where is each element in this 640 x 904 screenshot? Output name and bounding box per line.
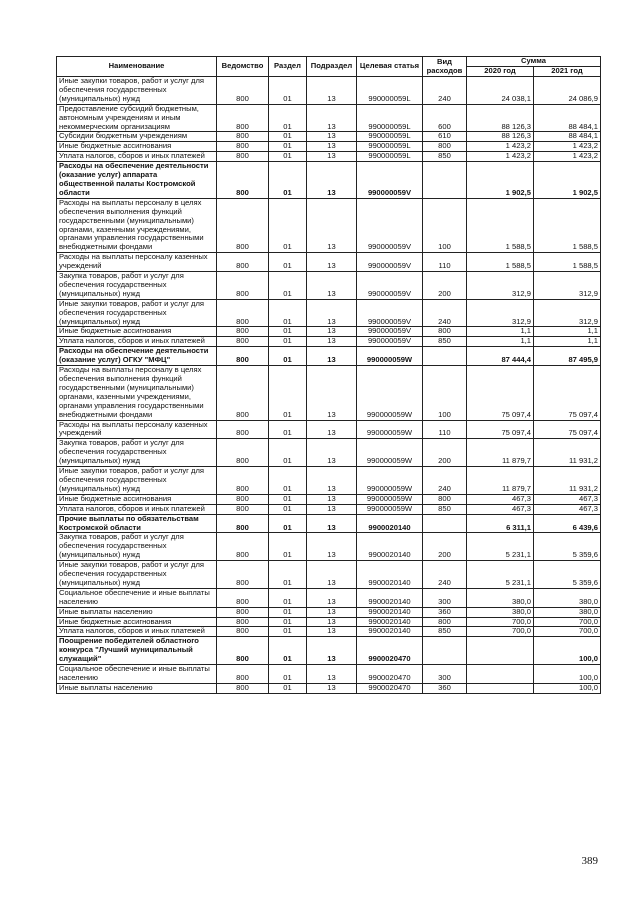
cell-department: 800	[217, 617, 269, 627]
cell-target-article: 990000059L	[357, 142, 423, 152]
cell-section: 01	[269, 467, 307, 495]
cell-name: Закупка товаров, работ и услуг для обеспечения государственных (муниципальных) нужд	[57, 439, 217, 467]
cell-department: 800	[217, 420, 269, 439]
cell-department: 800	[217, 337, 269, 347]
cell-target-article: 990000059W	[357, 439, 423, 467]
cell-expense-type: 300	[423, 665, 467, 684]
cell-expense-type: 850	[423, 152, 467, 162]
cell-target-article: 9900020140	[357, 533, 423, 561]
cell-target-article: 9900020470	[357, 665, 423, 684]
cell-year-2021: 24 086,9	[534, 77, 601, 105]
table-row	[57, 683, 601, 693]
header-name: Наименование	[57, 57, 217, 77]
cell-expense-type: 110	[423, 253, 467, 272]
cell-year-2021: 467,3	[534, 494, 601, 504]
cell-name: Закупка товаров, работ и услуг для обеспечения государственных (муниципальных) нужд	[57, 533, 217, 561]
cell-year-2020	[467, 683, 534, 693]
cell-name: Иные закупки товаров, работ и услуг для обеспечения государственных (муниципальных) нужд	[57, 561, 217, 589]
cell-target-article: 9900020470	[357, 637, 423, 665]
cell-expense-type	[423, 514, 467, 533]
cell-year-2021: 1 902,5	[534, 162, 601, 199]
cell-expense-type: 100	[423, 198, 467, 252]
cell-subsection: 13	[307, 142, 357, 152]
cell-subsection: 13	[307, 467, 357, 495]
cell-name: Уплата налогов, сборов и иных платежей	[57, 152, 217, 162]
cell-year-2021: 700,0	[534, 627, 601, 637]
cell-section: 01	[269, 607, 307, 617]
cell-target-article: 990000059L	[357, 132, 423, 142]
cell-year-2021: 11 931,2	[534, 467, 601, 495]
cell-year-2021: 312,9	[534, 272, 601, 300]
cell-department: 800	[217, 561, 269, 589]
cell-name: Социальное обеспечение и иные выплаты населению	[57, 588, 217, 607]
cell-subsection: 13	[307, 637, 357, 665]
cell-expense-type	[423, 347, 467, 366]
table-row	[57, 272, 601, 300]
cell-subsection: 13	[307, 607, 357, 617]
cell-expense-type: 200	[423, 533, 467, 561]
cell-year-2020: 380,0	[467, 588, 534, 607]
cell-subsection: 13	[307, 494, 357, 504]
cell-subsection: 13	[307, 253, 357, 272]
cell-year-2021: 467,3	[534, 504, 601, 514]
cell-target-article: 990000059V	[357, 253, 423, 272]
cell-name: Закупка товаров, работ и услуг для обеспечения государственных (муниципальных) нужд	[57, 272, 217, 300]
cell-name: Иные бюджетные ассигнования	[57, 327, 217, 337]
cell-target-article: 990000059V	[357, 337, 423, 347]
cell-target-article: 9900020140	[357, 627, 423, 637]
header-target-article: Целевая статья	[357, 57, 423, 77]
cell-year-2020: 1 423,2	[467, 152, 534, 162]
table-row	[57, 637, 601, 665]
cell-expense-type: 800	[423, 494, 467, 504]
cell-section: 01	[269, 253, 307, 272]
cell-subsection: 13	[307, 347, 357, 366]
cell-subsection: 13	[307, 272, 357, 300]
cell-year-2021: 87 495,9	[534, 347, 601, 366]
cell-department: 800	[217, 327, 269, 337]
cell-name: Уплата налогов, сборов и иных платежей	[57, 337, 217, 347]
cell-section: 01	[269, 637, 307, 665]
cell-name: Субсидии бюджетным учреждениям	[57, 132, 217, 142]
cell-department: 800	[217, 494, 269, 504]
cell-expense-type: 800	[423, 617, 467, 627]
cell-subsection: 13	[307, 683, 357, 693]
cell-year-2021: 1 588,5	[534, 253, 601, 272]
cell-section: 01	[269, 494, 307, 504]
cell-name: Расходы на выплаты персоналу в целях обеспечения выполнения функций государственными (муниципальными) органами, казенными учреждениями, органами управления государственными внебюджетными фондами	[57, 366, 217, 420]
cell-expense-type: 850	[423, 627, 467, 637]
cell-target-article: 9900020140	[357, 514, 423, 533]
budget-table	[56, 56, 601, 694]
cell-year-2021: 75 097,4	[534, 420, 601, 439]
cell-subsection: 13	[307, 152, 357, 162]
cell-department: 800	[217, 142, 269, 152]
cell-department: 800	[217, 152, 269, 162]
cell-year-2020: 700,0	[467, 617, 534, 627]
table-row	[57, 420, 601, 439]
table-row	[57, 467, 601, 495]
cell-name: Иные закупки товаров, работ и услуг для обеспечения государственных (муниципальных) нужд	[57, 77, 217, 105]
table-row	[57, 253, 601, 272]
cell-subsection: 13	[307, 299, 357, 327]
cell-name: Иные бюджетные ассигнования	[57, 142, 217, 152]
cell-target-article: 990000059W	[357, 420, 423, 439]
cell-name: Иные бюджетные ассигнования	[57, 617, 217, 627]
cell-name: Иные закупки товаров, работ и услуг для обеспечения государственных (муниципальных) нужд	[57, 467, 217, 495]
cell-expense-type: 240	[423, 299, 467, 327]
cell-year-2021: 88 484,1	[534, 132, 601, 142]
cell-section: 01	[269, 132, 307, 142]
table-row	[57, 132, 601, 142]
cell-expense-type: 240	[423, 561, 467, 589]
cell-section: 01	[269, 665, 307, 684]
cell-department: 800	[217, 683, 269, 693]
cell-year-2020: 312,9	[467, 299, 534, 327]
cell-subsection: 13	[307, 533, 357, 561]
cell-subsection: 13	[307, 327, 357, 337]
cell-department: 800	[217, 533, 269, 561]
cell-year-2021: 5 359,6	[534, 561, 601, 589]
cell-year-2020: 75 097,4	[467, 420, 534, 439]
table-row	[57, 514, 601, 533]
cell-section: 01	[269, 77, 307, 105]
cell-section: 01	[269, 327, 307, 337]
cell-expense-type: 240	[423, 77, 467, 105]
cell-expense-type: 360	[423, 607, 467, 617]
cell-expense-type: 100	[423, 366, 467, 420]
cell-target-article: 990000059V	[357, 327, 423, 337]
cell-year-2021: 1 423,2	[534, 142, 601, 152]
cell-year-2020: 312,9	[467, 272, 534, 300]
table-row	[57, 162, 601, 199]
cell-section: 01	[269, 514, 307, 533]
table-row	[57, 561, 601, 589]
cell-section: 01	[269, 588, 307, 607]
cell-target-article: 9900020470	[357, 683, 423, 693]
table-row	[57, 104, 601, 132]
header-section: Раздел	[269, 57, 307, 77]
cell-department: 800	[217, 514, 269, 533]
cell-year-2020	[467, 637, 534, 665]
cell-year-2020: 87 444,4	[467, 347, 534, 366]
cell-expense-type	[423, 637, 467, 665]
cell-subsection: 13	[307, 627, 357, 637]
header-expense-type: Вид расходов	[423, 57, 467, 77]
table-row	[57, 439, 601, 467]
cell-name: Иные бюджетные ассигнования	[57, 494, 217, 504]
cell-expense-type: 600	[423, 104, 467, 132]
table-row	[57, 337, 601, 347]
page-number: 389	[581, 855, 598, 867]
cell-department: 800	[217, 366, 269, 420]
cell-subsection: 13	[307, 198, 357, 252]
cell-subsection: 13	[307, 561, 357, 589]
cell-target-article: 990000059W	[357, 494, 423, 504]
cell-year-2021: 380,0	[534, 607, 601, 617]
cell-section: 01	[269, 420, 307, 439]
table-row	[57, 617, 601, 627]
header-year-2020: 2020 год	[467, 67, 534, 77]
cell-subsection: 13	[307, 337, 357, 347]
cell-year-2021: 700,0	[534, 617, 601, 627]
cell-target-article: 9900020140	[357, 607, 423, 617]
cell-year-2021: 1,1	[534, 327, 601, 337]
table-row	[57, 142, 601, 152]
table-row	[57, 152, 601, 162]
cell-target-article: 990000059W	[357, 347, 423, 366]
header-year-2021: 2021 год	[534, 67, 601, 77]
cell-expense-type: 850	[423, 337, 467, 347]
header-department: Ведомство	[217, 57, 269, 77]
table-row	[57, 327, 601, 337]
header-sum: Сумма	[467, 57, 601, 67]
cell-expense-type: 610	[423, 132, 467, 142]
cell-target-article: 9900020140	[357, 588, 423, 607]
cell-subsection: 13	[307, 162, 357, 199]
cell-target-article: 990000059V	[357, 299, 423, 327]
cell-section: 01	[269, 198, 307, 252]
cell-name: Уплата налогов, сборов и иных платежей	[57, 627, 217, 637]
cell-subsection: 13	[307, 665, 357, 684]
cell-section: 01	[269, 347, 307, 366]
table-row	[57, 607, 601, 617]
table-row	[57, 77, 601, 105]
cell-subsection: 13	[307, 439, 357, 467]
cell-expense-type: 850	[423, 504, 467, 514]
cell-name: Расходы на обеспечение деятельности (оказание услуг) аппарата общественной палаты Костромской области	[57, 162, 217, 199]
cell-year-2021: 6 439,6	[534, 514, 601, 533]
cell-department: 800	[217, 588, 269, 607]
cell-year-2020: 1 902,5	[467, 162, 534, 199]
cell-subsection: 13	[307, 132, 357, 142]
cell-department: 800	[217, 347, 269, 366]
cell-section: 01	[269, 142, 307, 152]
cell-expense-type: 200	[423, 439, 467, 467]
cell-section: 01	[269, 504, 307, 514]
cell-section: 01	[269, 152, 307, 162]
cell-section: 01	[269, 299, 307, 327]
cell-target-article: 990000059W	[357, 504, 423, 514]
cell-subsection: 13	[307, 514, 357, 533]
cell-year-2020: 11 879,7	[467, 467, 534, 495]
cell-name: Поощрение победителей областного конкурса "Лучший муниципальный служащий"	[57, 637, 217, 665]
cell-year-2020: 88 126,3	[467, 132, 534, 142]
cell-department: 800	[217, 272, 269, 300]
cell-expense-type: 200	[423, 272, 467, 300]
cell-year-2020: 75 097,4	[467, 366, 534, 420]
cell-section: 01	[269, 272, 307, 300]
cell-name: Расходы на выплаты персоналу казенных учреждений	[57, 420, 217, 439]
cell-section: 01	[269, 439, 307, 467]
cell-target-article: 990000059V	[357, 162, 423, 199]
cell-year-2020: 380,0	[467, 607, 534, 617]
cell-year-2021: 380,0	[534, 588, 601, 607]
cell-section: 01	[269, 617, 307, 627]
cell-year-2021: 75 097,4	[534, 366, 601, 420]
cell-year-2020: 5 231,1	[467, 533, 534, 561]
cell-target-article: 990000059W	[357, 467, 423, 495]
cell-year-2021: 1 588,5	[534, 198, 601, 252]
cell-year-2021: 1 423,2	[534, 152, 601, 162]
cell-expense-type	[423, 162, 467, 199]
cell-department: 800	[217, 439, 269, 467]
cell-year-2021: 100,0	[534, 683, 601, 693]
cell-target-article: 990000059W	[357, 366, 423, 420]
cell-year-2020: 467,3	[467, 504, 534, 514]
cell-name: Расходы на выплаты персоналу казенных учреждений	[57, 253, 217, 272]
cell-section: 01	[269, 366, 307, 420]
cell-section: 01	[269, 533, 307, 561]
cell-year-2021: 88 484,1	[534, 104, 601, 132]
cell-department: 800	[217, 104, 269, 132]
cell-year-2020: 11 879,7	[467, 439, 534, 467]
cell-department: 800	[217, 132, 269, 142]
cell-year-2020: 6 311,1	[467, 514, 534, 533]
cell-year-2020: 5 231,1	[467, 561, 534, 589]
cell-subsection: 13	[307, 504, 357, 514]
cell-name: Уплата налогов, сборов и иных платежей	[57, 504, 217, 514]
cell-department: 800	[217, 627, 269, 637]
cell-department: 800	[217, 467, 269, 495]
cell-name: Расходы на выплаты персоналу в целях обеспечения выполнения функций государственными (муниципальными) органами, казенными учреждениями, органами управления государственными внебюджетными фондами	[57, 198, 217, 252]
cell-year-2021: 312,9	[534, 299, 601, 327]
cell-target-article: 990000059L	[357, 77, 423, 105]
cell-target-article: 990000059V	[357, 198, 423, 252]
cell-section: 01	[269, 627, 307, 637]
cell-department: 800	[217, 665, 269, 684]
cell-target-article: 990000059L	[357, 152, 423, 162]
cell-department: 800	[217, 162, 269, 199]
cell-name: Социальное обеспечение и иные выплаты населению	[57, 665, 217, 684]
cell-name: Расходы на обеспечение деятельности (оказание услуг) ОГКУ "МФЦ"	[57, 347, 217, 366]
cell-subsection: 13	[307, 366, 357, 420]
cell-name: Иные выплаты населению	[57, 607, 217, 617]
cell-section: 01	[269, 337, 307, 347]
table-row	[57, 588, 601, 607]
cell-year-2021: 100,0	[534, 637, 601, 665]
table-row	[57, 299, 601, 327]
cell-target-article: 9900020140	[357, 561, 423, 589]
cell-year-2020: 1 588,5	[467, 253, 534, 272]
cell-section: 01	[269, 104, 307, 132]
table-row	[57, 533, 601, 561]
cell-year-2020: 24 038,1	[467, 77, 534, 105]
table-row	[57, 494, 601, 504]
cell-department: 800	[217, 637, 269, 665]
cell-subsection: 13	[307, 104, 357, 132]
cell-year-2021: 5 359,6	[534, 533, 601, 561]
cell-year-2021: 1,1	[534, 337, 601, 347]
header-subsection: Подраздел	[307, 57, 357, 77]
cell-year-2020: 88 126,3	[467, 104, 534, 132]
table-row	[57, 504, 601, 514]
cell-year-2020: 1 588,5	[467, 198, 534, 252]
table-row	[57, 347, 601, 366]
cell-expense-type: 300	[423, 588, 467, 607]
table-row	[57, 627, 601, 637]
cell-name: Предоставление субсидий бюджетным, автономным учреждениям и иным некоммерческим организациям	[57, 104, 217, 132]
cell-section: 01	[269, 561, 307, 589]
cell-expense-type: 800	[423, 327, 467, 337]
table-row	[57, 198, 601, 252]
cell-expense-type: 360	[423, 683, 467, 693]
cell-year-2020: 467,3	[467, 494, 534, 504]
cell-section: 01	[269, 162, 307, 199]
cell-target-article: 990000059L	[357, 104, 423, 132]
cell-name: Иные закупки товаров, работ и услуг для обеспечения государственных (муниципальных) нужд	[57, 299, 217, 327]
cell-target-article: 990000059V	[357, 272, 423, 300]
cell-subsection: 13	[307, 77, 357, 105]
table-body	[57, 77, 601, 694]
cell-section: 01	[269, 683, 307, 693]
cell-subsection: 13	[307, 588, 357, 607]
cell-year-2020: 1,1	[467, 337, 534, 347]
cell-department: 800	[217, 299, 269, 327]
cell-expense-type: 110	[423, 420, 467, 439]
cell-target-article: 9900020140	[357, 617, 423, 627]
cell-department: 800	[217, 198, 269, 252]
cell-year-2021: 100,0	[534, 665, 601, 684]
cell-department: 800	[217, 607, 269, 617]
table-row	[57, 665, 601, 684]
cell-year-2020: 700,0	[467, 627, 534, 637]
cell-year-2021: 11 931,2	[534, 439, 601, 467]
cell-subsection: 13	[307, 420, 357, 439]
cell-name: Прочие выплаты по обязательствам Костромской области	[57, 514, 217, 533]
cell-department: 800	[217, 504, 269, 514]
table-row	[57, 366, 601, 420]
cell-department: 800	[217, 253, 269, 272]
cell-subsection: 13	[307, 617, 357, 627]
cell-expense-type: 800	[423, 142, 467, 152]
cell-year-2020: 1,1	[467, 327, 534, 337]
cell-department: 800	[217, 77, 269, 105]
cell-year-2020: 1 423,2	[467, 142, 534, 152]
cell-name: Иные выплаты населению	[57, 683, 217, 693]
cell-year-2020	[467, 665, 534, 684]
cell-expense-type: 240	[423, 467, 467, 495]
